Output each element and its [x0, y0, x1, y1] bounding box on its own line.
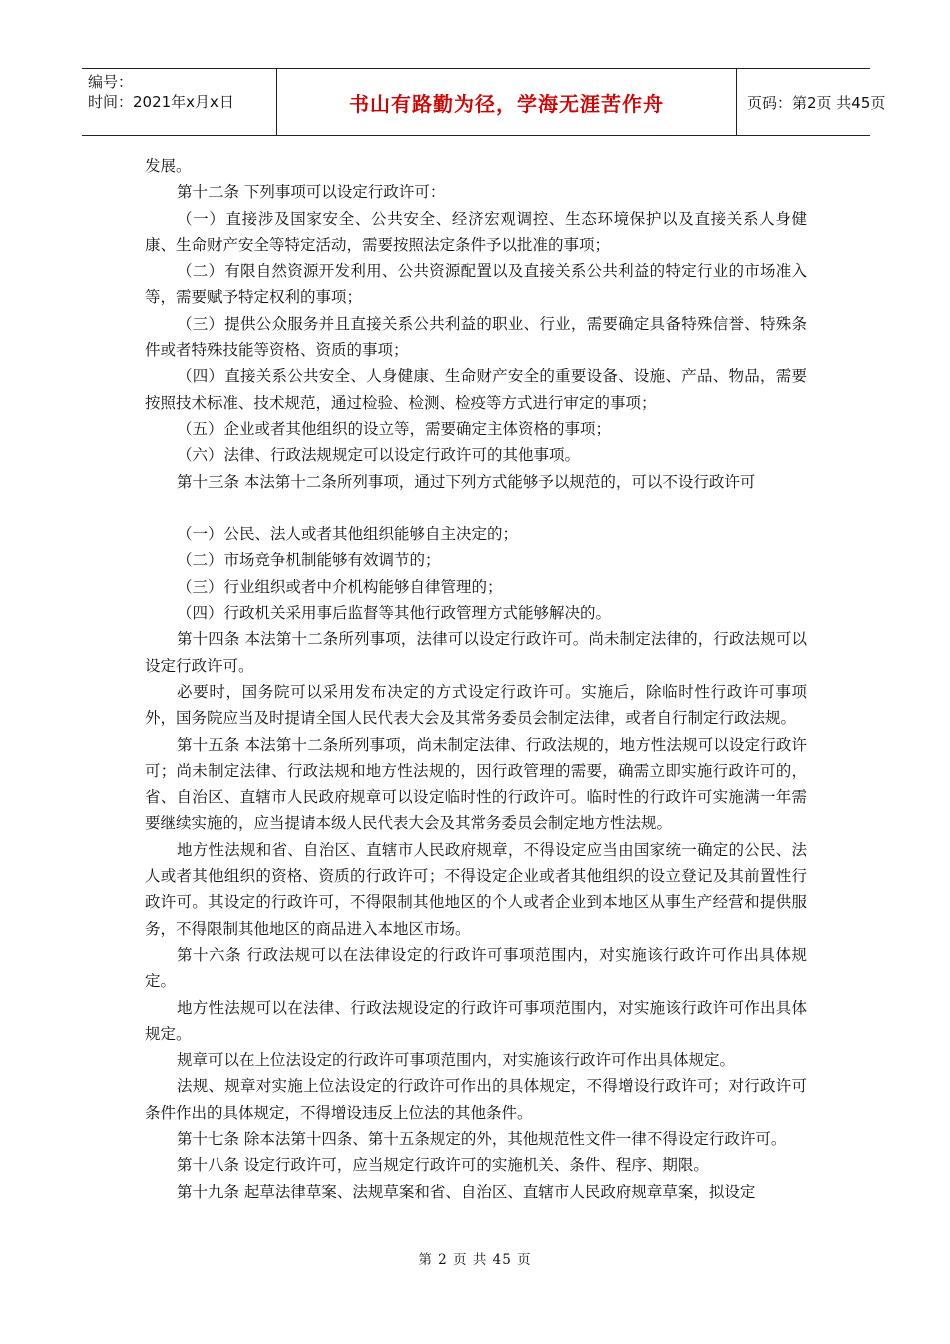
- paragraph: （二）市场竞争机制能够有效调节的；: [177, 551, 441, 570]
- paragraph: 地方性法规可以在法律、行政法规设定的行政许可事项范围内，对实施该行政许可作出具体规定。: [145, 998, 807, 1043]
- paragraph: （一）直接涉及国家安全、公共安全、经济宏观调控、生态环境保护以及直接关系人身健康、生命财产安全等特定活动，需要按照法定条件予以批准的事项；: [145, 209, 807, 254]
- header-meta: [82, 69, 277, 135]
- paragraph: （五）企业或者其他组织的设立等，需要确定主体资格的事项；: [177, 419, 612, 438]
- paragraph: 地方性法规和省、自治区、直辖市人民政府规章，不得设定应当由国家统一确定的公民、法人或者其他组织的资格、资质的行政许可；不得设定企业或者其他组织的设立登记及其前置性行政许可。其设定的行政许可，不得限制其他地区的个人或者企业到本地区从事生产经营和提供服务，不得限制其他地区的商品进入本地区市场。: [145, 840, 807, 938]
- paragraph: 第十八条 设定行政许可，应当规定行政许可的实施机关、条件、程序、期限。: [177, 1156, 709, 1175]
- paragraph: 第十四条 本法第十二条所列事项，法律可以设定行政许可。尚未制定法律的，行政法规可以设定行政许可。: [145, 630, 807, 675]
- paragraph: 必要时，国务院可以采用发布决定的方式设定行政许可。实施后，除临时性行政许可事项外，国务院应当及时提请全国人民代表大会及其常务委员会制定法律，或者自行制定行政法规。: [145, 682, 807, 728]
- paragraph: 第十三条 本法第十二条所列事项，通过下列方式能够予以规范的，可以不设行政许可: [177, 472, 756, 491]
- paragraph: （三）行业组织或者中介机构能够自律管理的；: [177, 577, 503, 596]
- paragraph: 法规、规章对实施上位法设定的行政许可作出的具体规定，不得增设行政许可；对行政许可条件作出的具体规定，不得增设违反上位法的其他条件。: [145, 1077, 807, 1122]
- paragraph: 第十五条 本法第十二条所列事项，尚未制定法律、行政法规的，地方性法规可以设定行政许可；尚未制定法律、行政法规和地方性法规的，因行政管理的需要，确需立即实施行政许可的，省、自治区、直辖市人民政府规章可以设定临时性的行政许可。临时性的行政许可实施满一年需要继续实施的，应当提请本级人民代表大会及其常务委员会制定地方性法规。: [145, 735, 807, 833]
- document-body: [145, 153, 807, 1205]
- page-footer: 第 2 页 共 45 页: [418, 1252, 532, 1268]
- document-header: [82, 68, 886, 136]
- paragraph: 第十七条 除本法第十四条、第十五条规定的外，其他规范性文件一律不得设定行政许可。: [177, 1129, 787, 1148]
- paragraph: 第十二条 下列事项可以设定行政许可：: [177, 183, 446, 202]
- paragraph: （三）提供公众服务并且直接关系公共利益的职业、行业，需要确定具备特殊信誉、特殊条件或者特殊技能等资格、资质的事项；: [145, 314, 807, 360]
- paragraph: 第十九条 起草法律草案、法规草案和省、自治区、直辖市人民政府规章草案，拟设定: [177, 1182, 756, 1201]
- paragraph: 规章可以在上位法设定的行政许可事项范围内，对实施该行政许可作出具体规定。: [177, 1051, 736, 1070]
- paragraph: （六）法律、行政法规规定可以设定行政许可的其他事项。: [177, 446, 581, 465]
- paragraph: 发展。: [145, 157, 192, 175]
- header-page-info: 页码：第2页 共45页: [747, 93, 886, 112]
- number-label: 编号：: [88, 73, 134, 91]
- paragraph: （二）有限自然资源开发利用、公共资源配置以及直接关系公共利益的特定行业的市场准入等，需要赋予特定权利的事项；: [145, 262, 807, 307]
- time-label: 时间：2021年x月x日: [88, 93, 234, 111]
- paragraph: 第十六条 行政法规可以在法律设定的行政许可事项范围内，对实施该行政许可作出具体规定。: [145, 945, 807, 991]
- header-motto: 书山有路勤为径，学海无涯苦作舟: [277, 69, 737, 135]
- paragraph: （四）行政机关采用事后监督等其他行政管理方式能够解决的。: [177, 604, 612, 623]
- paragraph: （一）公民、法人或者其他组织能够自主决定的；: [177, 525, 519, 544]
- paragraph: （四）直接关系公共安全、人身健康、生命财产安全的重要设备、设施、产品、物品，需要按照技术标准、技术规范，通过检验、检测、检疫等方式进行审定的事项；: [145, 367, 807, 412]
